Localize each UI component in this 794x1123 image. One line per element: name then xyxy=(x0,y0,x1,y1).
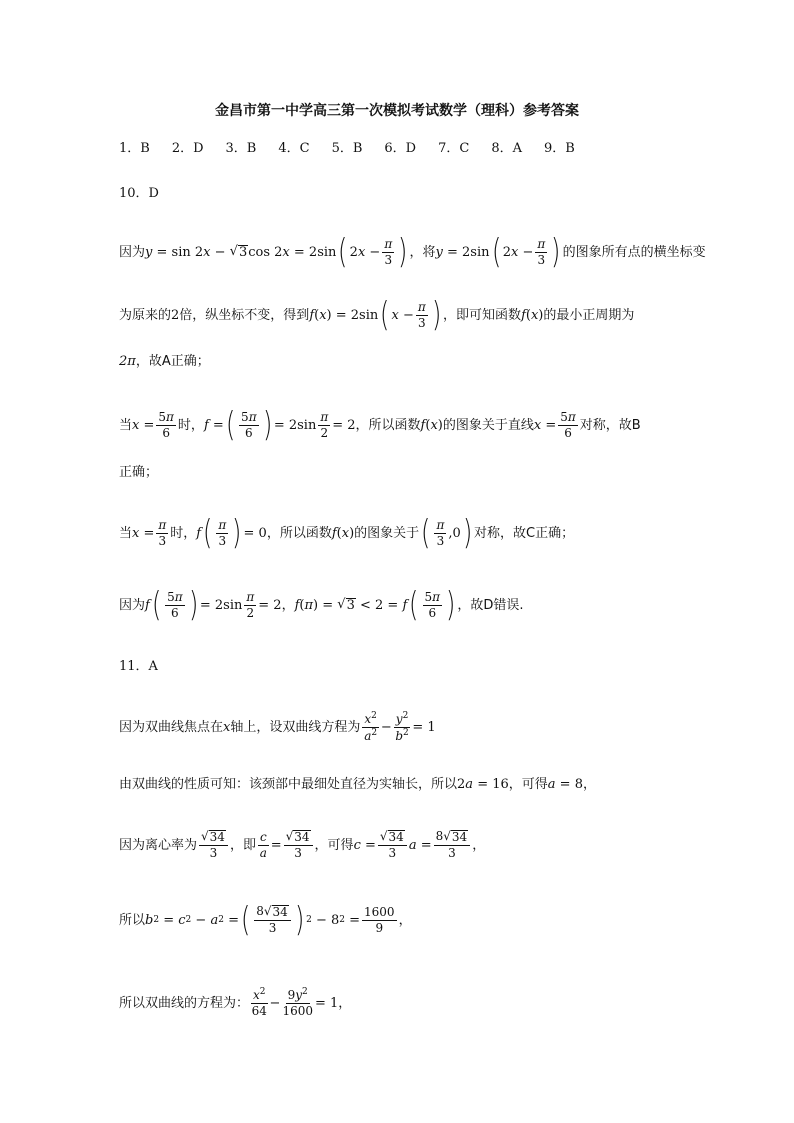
q11-line-5: 所以双曲线的方程为： $\frac{x^2}{64}$ − $\frac{9y^2}{1600}$ = 1 ， xyxy=(119,987,352,1019)
answer-5: 5．B xyxy=(331,141,363,156)
answer-2: 2．D xyxy=(171,141,204,156)
answer-3: 3．B xyxy=(225,141,257,156)
q10-line-7: 因为 f ( $\frac{5\pi}{6}$ ) = 2sin $\frac{\pi}{2}$ = 2 ， f ( π ) = √ 3 < 2 = f ( $\frac{5\pi}{6}$ ) ，故D错误. xyxy=(119,585,524,625)
q11-line-2: 由双曲线的性质可知：该颈部中最细处直径为实轴长，所以 2 a = 16 ，可得 a = 8 ， xyxy=(119,777,596,792)
q11-label xyxy=(119,660,714,673)
answer-1: 1．B xyxy=(119,141,150,156)
q10-line-1: 因为 y = sin 2 x − √ 3 cos 2 x = 2sin ( 2 x − $\frac{\pi}{3}$ ) ，将 y = 2sin ( 2 x − $\frac{\pi}{3}$ ) 的图象所有点的横坐标变 xyxy=(119,232,706,272)
q11-line-4: 所以 b 2 = c 2 − a 2 = ( 8√ 34 3 ) 2 − 8 2 = $\frac{1600}{9}$ ， xyxy=(119,900,412,940)
q11-line-1: 因为双曲线焦点在 x 轴上，设双曲线方程为 $\frac{x^2}{a^2}$ − $\frac{y^2}{b^2}$ = 1 xyxy=(119,711,436,744)
document-title: 金昌市第一中学高三第一次模拟考试数学（理科）参考答案 xyxy=(215,103,579,119)
q10-line-3: 2π ，故A正确； xyxy=(119,354,210,369)
q10-answer: 10．D xyxy=(119,186,159,201)
q11-line-3: 因为离心率为 √ 34 3 ，即 $\frac{c}{a}$ = √ 34 3 ，可得 c = √ 34 3 a = 8√ 34 3 ， xyxy=(119,829,486,861)
q11-answer: 11．A xyxy=(119,659,158,674)
answer-7: 7．C xyxy=(438,141,470,156)
q10-line-4: 当 x = $\frac{5\pi}{6}$ 时， f = ( $\frac{5\pi}{6}$ ) = 2sin $\frac{\pi}{2}$ = 2 ，所以函数 f ( x ) 的图象关于直线 x = $\frac{5\pi}{6}$ 对称，故B xyxy=(119,405,641,445)
q10-line-6: 当 x = $\frac{\pi}{3}$ 时， f ( $\frac{\pi}{3}$ ) = 0 ，所以函数 f ( x ) 的图象关于 ( $\frac{\pi}{3}$ ,0 ) 对称，故C正确； xyxy=(119,513,575,553)
answer-8: 8．A xyxy=(491,141,522,156)
answer-list xyxy=(119,142,714,155)
answer-4: 4．C xyxy=(278,141,310,156)
answer-6: 6．D xyxy=(384,141,417,156)
q10-line-2: 为原来的 2 倍，纵坐标不变，得到 f ( x ) = 2sin ( x − $\frac{\pi}{3}$ ) ，即可知函数 f ( x ) 的最小正周期为 xyxy=(119,295,635,335)
q10-label xyxy=(119,187,714,200)
answer-9: 9．B xyxy=(544,141,575,156)
q10-line-5: 正确； xyxy=(119,465,159,480)
